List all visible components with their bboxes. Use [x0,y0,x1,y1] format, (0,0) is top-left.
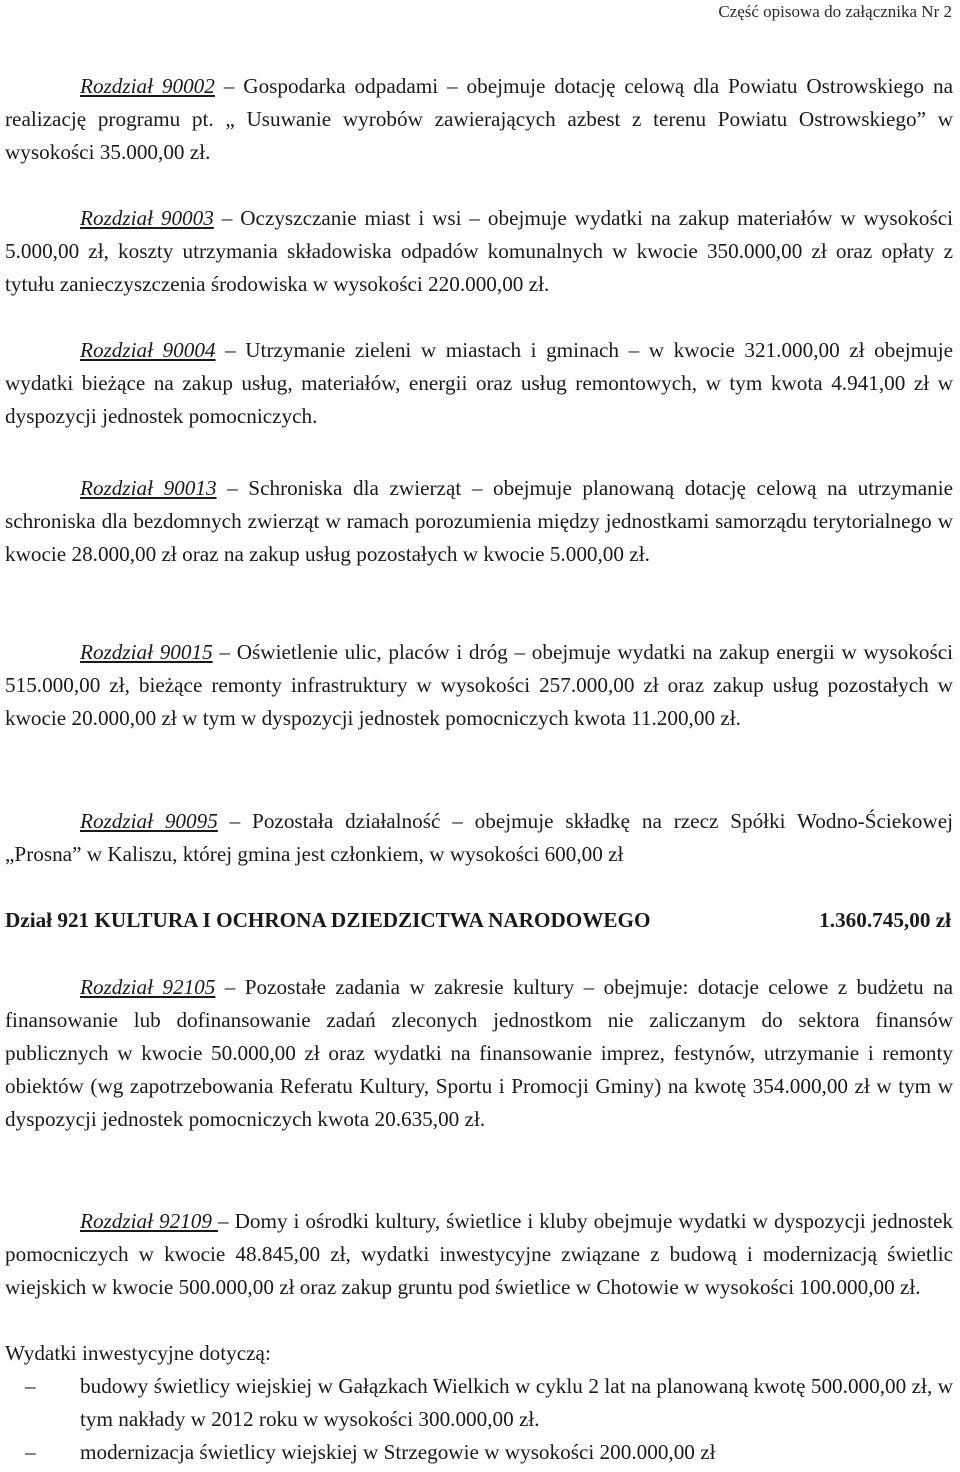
paragraph-92105 [5,971,953,1136]
investments-intro: Wydatki inwestycyjne dotyczą: [5,1341,271,1365]
chapter-label: Rozdział 92109 [80,1209,218,1233]
chapter-label: Rozdział 90003 [80,206,214,230]
paragraph-text: – Pozostała działalność – obejmuje składkę na rzecz Spółki Wodno-Ściekowej „Prosna” w Kaliszu, której gmina jest członkiem, w wysokości 600,00 zł [5,809,953,866]
paragraph-text: – Oczyszczanie miast i wsi – obejmuje wydatki na zakup materiałów w wysokości 5.000,00 zł, koszty utrzymania składowiska odpadów komunalnych w kwocie 350.000,00 zł oraz opłaty z tytułu zanieczyszczenia środowiska w wysokości 220.000,00 zł. [5,206,953,296]
paragraph-90015 [5,636,953,735]
dash-bullet: – [25,1440,36,1464]
chapter-label: Rozdział 90004 [80,338,216,362]
paragraph-text: – Domy i ośrodki kultury, świetlice i kluby obejmuje wydatki w dyspozycji jednostek pomocniczych w kwocie 48.845,00 zł, wydatki inwestycyjne związane z budową i modernizacją świetlic wiejskich w kwocie 500.000,00 zł oraz zakup gruntu pod świetlice w Chotowie w wysokości 100.000,00 zł. [5,1209,953,1299]
list-item-text: budowy świetlicy wiejskiej w Gałązkach Wielkich w cyklu 2 lat na planowaną kwotę 500.000,00 zł, w tym nakłady w 2012 roku w wysokości 300.000,00 zł. [80,1374,953,1431]
chapter-label: Rozdział 90013 [80,476,217,500]
dash-bullet: – [25,1374,36,1398]
chapter-label: Rozdział 90002 [80,74,215,98]
paragraph-text: – Gospodarka odpadami – obejmuje dotację celową dla Powiatu Ostrowskiego na realizację programu pt. „ Usuwanie wyrobów zawierających azbest z terenu Powiatu Ostrowskiego” w wysokości 35.000,00 zł. [5,74,953,164]
paragraph-90013 [5,472,953,571]
section-amount: 1.360.745,00 zł [819,908,951,932]
list-item [5,1370,953,1436]
list-item-text: modernizacja świetlicy wiejskiej w Strzegowie w wysokości 200.000,00 zł [80,1440,716,1464]
section-heading-921 [5,904,953,937]
paragraph-text: – Schroniska dla zwierząt – obejmuje planowaną dotację celową na utrzymanie schroniska dla bezdomnych zwierząt w ramach porozumienia między jednostkami samorządu terytorialnego w kwocie 28.000,00 zł oraz na zakup usług pozostałych w kwocie 5.000,00 zł. [5,476,953,566]
paragraph-90004 [5,334,953,433]
paragraph-90095 [5,805,953,871]
list-item [5,1436,953,1469]
section-title: Dział 921 KULTURA I OCHRONA DZIEDZICTWA NARODOWEGO [5,908,651,932]
chapter-label: Rozdział 92105 [80,975,216,999]
page-header: Część opisowa do załącznika Nr 2 [718,2,952,21]
paragraph-text: – Oświetlenie ulic, placów i dróg – obejmuje wydatki na zakup energii w wysokości 515.000,00 zł, bieżące remonty infrastruktury w wysokości 257.000,00 zł oraz zakup usług pozostałych w kwocie 20.000,00 zł w tym w dyspozycji jednostek pomocniczych kwota 11.200,00 zł. [5,640,953,730]
paragraph-90003 [5,202,953,301]
paragraph-90002 [5,70,953,169]
paragraph-92109 [5,1205,953,1304]
paragraph-text: – Pozostałe zadania w zakresie kultury – obejmuje: dotacje celowe z budżetu na finansowanie lub dofinansowanie zadań zleconych jednostkom nie zaliczanym do sektora finansów publicznych w kwocie 50.000,00 zł oraz wydatki na finansowanie imprez, festynów, utrzymanie i remonty obiektów (wg zapotrzebowania Referatu Kultury, Sportu i Promocji Gminy) na kwotę 354.000,00 zł w tym w dyspozycji jednostek pomocniczych kwota 20.635,00 zł. [5,975,953,1131]
paragraph-text: – Utrzymanie zieleni w miastach i gminach – w kwocie 321.000,00 zł obejmuje wydatki bieżące na zakup usług, materiałów, energii oraz usług remontowych, w tym kwota 4.941,00 zł w dyspozycji jednostek pomocniczych. [5,338,953,428]
chapter-label: Rozdział 90015 [80,640,213,664]
chapter-label: Rozdział 90095 [80,809,218,833]
